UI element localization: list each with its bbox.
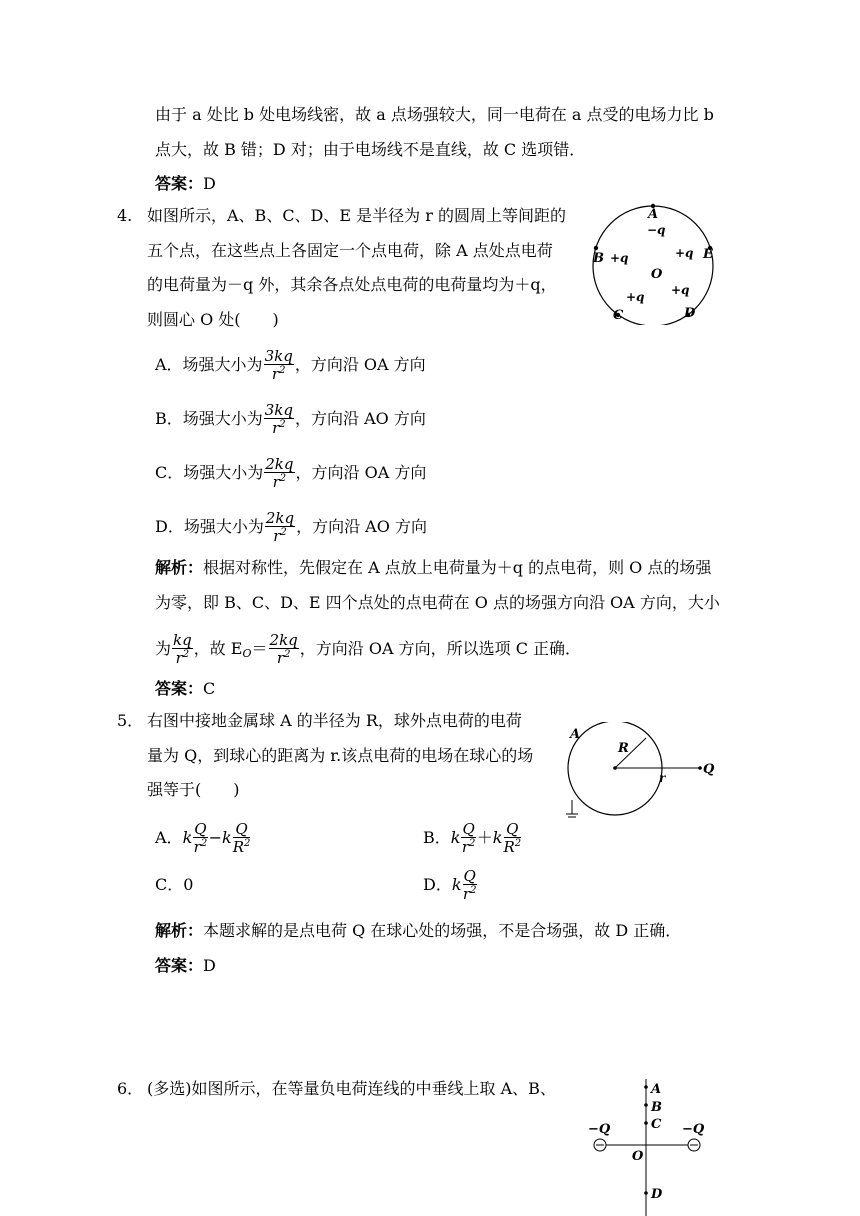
q6-number: 6．	[117, 1079, 144, 1098]
numerator: 2kq	[265, 455, 294, 473]
option-tail: ，方向沿 AO 方向	[295, 409, 426, 428]
q4-option-c	[155, 456, 426, 491]
denominator	[269, 649, 299, 667]
denominator	[264, 473, 294, 491]
q4-analysis-line-1	[155, 557, 711, 579]
point-a	[644, 1085, 648, 1089]
den-exp: 2	[200, 838, 208, 849]
k: k	[221, 828, 232, 847]
numerator: kq	[173, 631, 192, 649]
q4-analysis-line-3	[155, 632, 581, 667]
label-radius: R	[618, 741, 629, 756]
charge-d: +q	[671, 283, 690, 297]
den-base: r	[193, 838, 201, 856]
q5-answer	[155, 955, 216, 977]
q4-line-3: 的电荷量为－q 外，其余各点处点电荷的电荷量均为＋q，	[147, 275, 557, 294]
fraction	[265, 510, 295, 545]
label-c: C	[613, 308, 624, 323]
numerator: 3kq	[264, 401, 294, 419]
den-exp: 2	[280, 527, 287, 538]
q4-option-a	[155, 348, 426, 383]
denominator	[233, 838, 251, 856]
fraction	[504, 821, 522, 856]
subscript: O	[242, 647, 252, 660]
label-a: A	[570, 727, 581, 742]
numerator: 2kq	[269, 631, 298, 649]
label-q: Q	[703, 762, 715, 777]
label-d: D	[684, 306, 696, 321]
label-b: B	[593, 251, 604, 266]
den-base: r	[273, 527, 281, 545]
charge-b: +q	[610, 251, 629, 265]
q4-number: 4.	[117, 206, 133, 225]
k: k	[451, 875, 462, 894]
q4-circle-figure	[585, 200, 725, 325]
k: k	[492, 828, 503, 847]
equals: ＝	[251, 639, 268, 658]
option-label: D．场强大小为	[155, 517, 264, 536]
option-label: A．	[155, 828, 183, 847]
label-d: D	[651, 1187, 663, 1202]
analysis-label: 解析：	[155, 921, 204, 940]
q4-line-4: 则圆心 O 处( )	[147, 310, 279, 329]
text: 为	[155, 639, 172, 658]
label-c: C	[651, 1117, 662, 1132]
analysis-text: 根据对称性，先假定在 A 点放上电荷量为＋q 的点电荷，则 O 点的场强	[203, 558, 712, 577]
den-base: r	[461, 838, 470, 856]
numerator: Q	[504, 821, 522, 838]
den-base: r	[271, 365, 280, 383]
fraction	[461, 821, 475, 856]
q4-line-2: 五个点，在这些点上各固定一个点电荷，除 A 点处点电荷	[147, 241, 553, 260]
k: k	[182, 828, 193, 847]
fraction	[264, 402, 294, 437]
q5-option-d	[423, 868, 478, 903]
denominator	[264, 419, 294, 437]
q5-number: 5．	[117, 711, 144, 730]
fraction	[264, 348, 294, 383]
point-b	[594, 246, 598, 250]
numerator: Q	[233, 821, 251, 838]
q5-line-2: 量为 Q，到球心的距离为 r.该点电荷的电场在球心的场	[147, 746, 534, 765]
minus: −	[208, 828, 222, 847]
q4-answer	[155, 678, 215, 700]
fraction	[233, 821, 251, 856]
denominator	[264, 365, 294, 383]
answer-label: 答案：	[155, 174, 204, 193]
label-a: A	[651, 1082, 662, 1097]
den-base: r	[272, 473, 280, 491]
q5-line-1: 右图中接地金属球 A 的半径为 R，球外点电荷的电荷	[147, 711, 522, 730]
den-base: R	[232, 838, 244, 856]
den-base: r	[272, 419, 280, 437]
option-label: B．	[423, 828, 451, 847]
q4-option-b	[155, 402, 426, 437]
denominator	[172, 649, 193, 667]
analysis-text: 本题求解的是点电荷 Q 在球心处的场强，不是合场强，故 D 正确．	[203, 921, 682, 940]
option-label: B．场强大小为	[155, 409, 263, 428]
den-exp: 2	[243, 838, 251, 849]
q5-option-c: C．0	[155, 875, 194, 894]
denominator	[461, 838, 475, 856]
intro-line-1: 由于 a 处比 b 处电场线密，故 a 点场强较大，同一电荷在 a 点受的电场力比 b	[155, 105, 714, 124]
fraction	[193, 821, 207, 856]
option-tail: ，方向沿 OA 方向	[295, 463, 427, 482]
numerator: Q	[463, 867, 476, 885]
fraction	[269, 632, 299, 667]
fraction	[172, 632, 193, 667]
numerator: Q	[462, 820, 475, 838]
point-c	[644, 1121, 648, 1125]
k: k	[450, 828, 461, 847]
den-exp: 2	[284, 649, 291, 660]
numerator: 2kq	[265, 509, 295, 527]
q5-option-b	[423, 821, 522, 856]
q5-option-a	[155, 821, 251, 856]
q4-option-d	[155, 510, 427, 545]
label-left-charge: −Q	[588, 1122, 611, 1137]
charge-a: −q	[647, 223, 666, 237]
answer-label: 答案：	[155, 679, 204, 698]
den-exp: 2	[182, 649, 190, 660]
answer-value: D	[203, 174, 216, 193]
den-base: r	[462, 885, 471, 903]
point-d	[644, 1191, 648, 1195]
q5-line-3: 强等于( )	[147, 780, 240, 799]
numerator: Q	[194, 820, 207, 838]
q5-sphere-figure	[560, 722, 720, 822]
intro-line-2: 点大，故 B 错；D 对；由于电场线不是直线，故 C 选项错．	[155, 140, 586, 159]
den-base: r	[276, 649, 285, 667]
den-exp: 2	[469, 838, 476, 849]
label-a: A	[648, 207, 659, 222]
intro-answer	[155, 173, 216, 195]
label-b: B	[651, 1100, 662, 1115]
analysis-label: 解析：	[155, 558, 204, 577]
option-tail: ，方向沿 AO 方向	[296, 517, 427, 536]
point-b	[644, 1103, 648, 1107]
q6-charges-figure	[588, 1075, 718, 1216]
q6-line-1: (多选)如图所示，在等量负电荷连线的中垂线上取 A、B、	[147, 1079, 556, 1098]
option-label: A．场强大小为	[155, 355, 263, 374]
den-exp: 2	[279, 419, 286, 430]
label-right-charge: −Q	[682, 1122, 705, 1137]
text: ，故 E	[193, 639, 243, 658]
den-exp: 2	[279, 473, 287, 484]
option-label: C．场强大小为	[155, 463, 264, 482]
label-o: O	[651, 267, 663, 282]
label-o: O	[632, 1149, 644, 1164]
den-exp: 2	[279, 365, 286, 376]
charge-e: +q	[675, 246, 694, 260]
q4-line-1: 如图所示，A、B、C、D、E 是半径为 r 的圆周上等间距的	[147, 206, 566, 225]
denominator	[463, 885, 477, 903]
charge-c: +q	[626, 290, 645, 304]
den-exp: 2	[470, 885, 477, 896]
plus: ＋	[476, 828, 493, 847]
numerator: 3kq	[264, 347, 293, 365]
charge-point	[698, 766, 702, 770]
answer-value: D	[203, 956, 216, 975]
denominator	[193, 838, 207, 856]
fraction	[264, 456, 294, 491]
option-tail: ，方向沿 OA 方向	[294, 355, 426, 374]
den-exp: 2	[514, 838, 522, 849]
fraction	[463, 868, 477, 903]
label-e: E	[703, 247, 713, 262]
den-base: R	[503, 838, 515, 856]
q4-analysis-line-2: 为零，即 B、C、D、E 四个点处的点电荷在 O 点的场强方向沿 OA 方向，大小	[155, 593, 720, 612]
label-r: r	[659, 771, 666, 785]
den-base: r	[175, 649, 183, 667]
q5-analysis	[155, 920, 681, 942]
text: ，方向沿 OA 方向，所以选项 C 正确．	[299, 639, 582, 658]
denominator	[504, 838, 522, 856]
answer-label: 答案：	[155, 956, 204, 975]
denominator	[265, 527, 295, 545]
answer-value: C	[203, 679, 216, 698]
option-label: D．	[423, 875, 452, 894]
